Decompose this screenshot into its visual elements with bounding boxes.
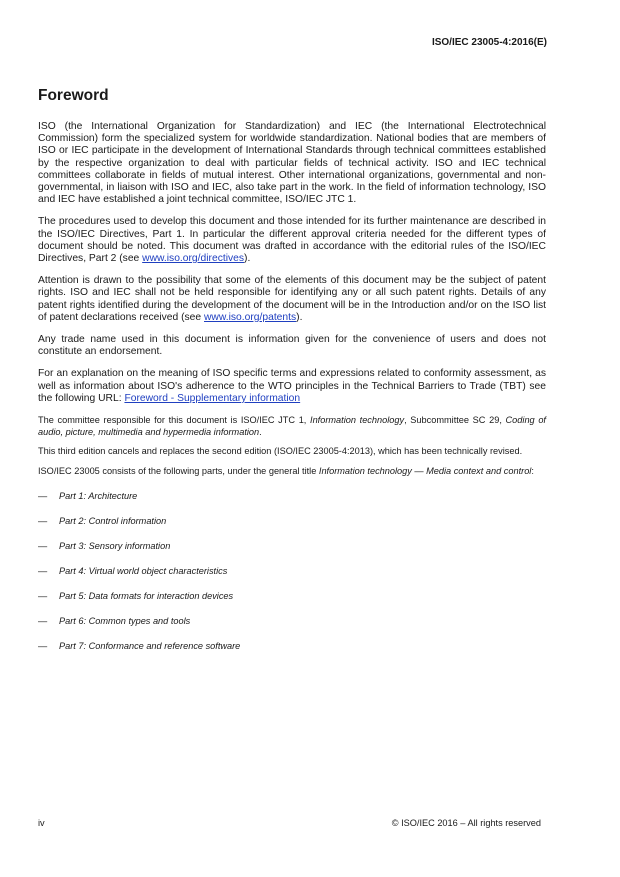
list-item [38, 616, 546, 628]
part-title: Part 1: Architecture [59, 491, 138, 502]
part-title: Part 7: Conformance and reference software [59, 640, 241, 651]
list-item [38, 516, 546, 528]
committee-text: The committee responsible for this document is ISO/IEC JTC 1, [38, 415, 311, 426]
part-title: Part 4: Virtual world object characteristics [59, 566, 228, 577]
paragraph-committee [38, 415, 546, 438]
general-title: Information technology — Media context and control [318, 465, 532, 476]
list-item [38, 491, 546, 503]
committee-text: , Subcommittee SC 29, [404, 415, 506, 426]
list-dash: — [38, 491, 48, 502]
directives-link[interactable]: www.iso.org/directives [142, 253, 245, 265]
parts-intro-text: ISO/IEC 23005 consists of the following parts, under the general title [38, 465, 319, 476]
paragraph-text: For an explanation on the meaning of ISO specific terms and expressions related to conformity assessment, as well as information about ISO's adherence to the WTO principles in the Technical Barriers to Trade (TBT) see the following URL: [38, 368, 546, 404]
list-dash: — [38, 591, 48, 601]
paragraph-edition: This third edition cancels and replaces the second edition (ISO/IEC 23005-4:2013), which has been technically revised. [38, 446, 523, 457]
part-title: Part 6: Common types and tools [59, 615, 191, 626]
document-id: ISO/IEC 23005-4:2016(E) [431, 37, 547, 48]
list-item [38, 566, 546, 578]
paragraph-conformity [38, 368, 546, 405]
part-title: Part 3: Sensory information [59, 541, 171, 552]
list-dash: — [38, 541, 48, 552]
paragraph-organizations: ISO (the International Organization for Standardization) and IEC (the International Electrotechnical Commission) form the specialized system for worldwide standardization. National bodies that are members of ISO or IEC participate in the development of International Standards through technical committees established by the respective organization to deal with particular fields of technical activity. ISO and IEC technical committees collaborate in fields of mutual interest. Other international organizations, governmental and non-governmental, in liaison with ISO and IEC, also take part in the work. In the field of information technology, ISO and IEC have established a joint technical committee, ISO/IEC JTC 1. [38, 121, 546, 206]
paragraph-trade-name: Any trade name used in this document is information given for the convenience of users and does not constitute an endorsement. [38, 334, 546, 358]
patents-link[interactable]: www.iso.org/patents [204, 311, 297, 323]
supplementary-info-link[interactable]: Foreword - Supplementary information [124, 392, 301, 404]
paragraph-patents [38, 275, 546, 324]
paragraph-end: ). [244, 253, 251, 265]
list-item [38, 641, 546, 653]
copyright-notice: © ISO/IEC 2016 – All rights reserved [391, 818, 541, 828]
subcommittee-title: Coding of audio, picture, multimedia and hypermedia information [38, 415, 546, 437]
part-title: Part 5: Data formats for interaction devices [59, 591, 234, 601]
list-dash: — [38, 615, 48, 626]
list-dash: — [38, 516, 48, 527]
list-dash: — [38, 640, 48, 651]
page-title: Foreword [38, 87, 109, 104]
parts-list [38, 491, 546, 652]
committee-text: . [259, 426, 262, 437]
foreword-body [38, 121, 546, 666]
paragraph-parts-intro [38, 466, 546, 478]
paragraph-text: Attention is drawn to the possibility that some of the elements of this document may be the subject of patent rights. ISO and IEC shall not be held responsible for identifying any or all such patent rights. Details of any patent rights identified during the development of the document will be in the Introduction and/or on the ISO list of patent declarations received (see [38, 275, 546, 323]
part-title: Part 2: Control information [59, 516, 167, 527]
page-number: iv [38, 818, 45, 828]
parts-intro-text: : [531, 465, 534, 476]
list-item [38, 541, 546, 553]
paragraph-text: The procedures used to develop this document and those intended for its further maintenance are described in the ISO/IEC Directives, Part 1. In particular the different approval criteria needed for the different types of document should be noted. This document was drafted in accordance with the editorial rules of the ISO/IEC Directives, Part 2 (see [38, 216, 546, 265]
paragraph-end: ). [296, 311, 303, 323]
list-item [38, 591, 546, 603]
paragraph-procedures [38, 216, 546, 265]
list-dash: — [38, 566, 48, 577]
committee-title: Information technology [310, 415, 405, 426]
